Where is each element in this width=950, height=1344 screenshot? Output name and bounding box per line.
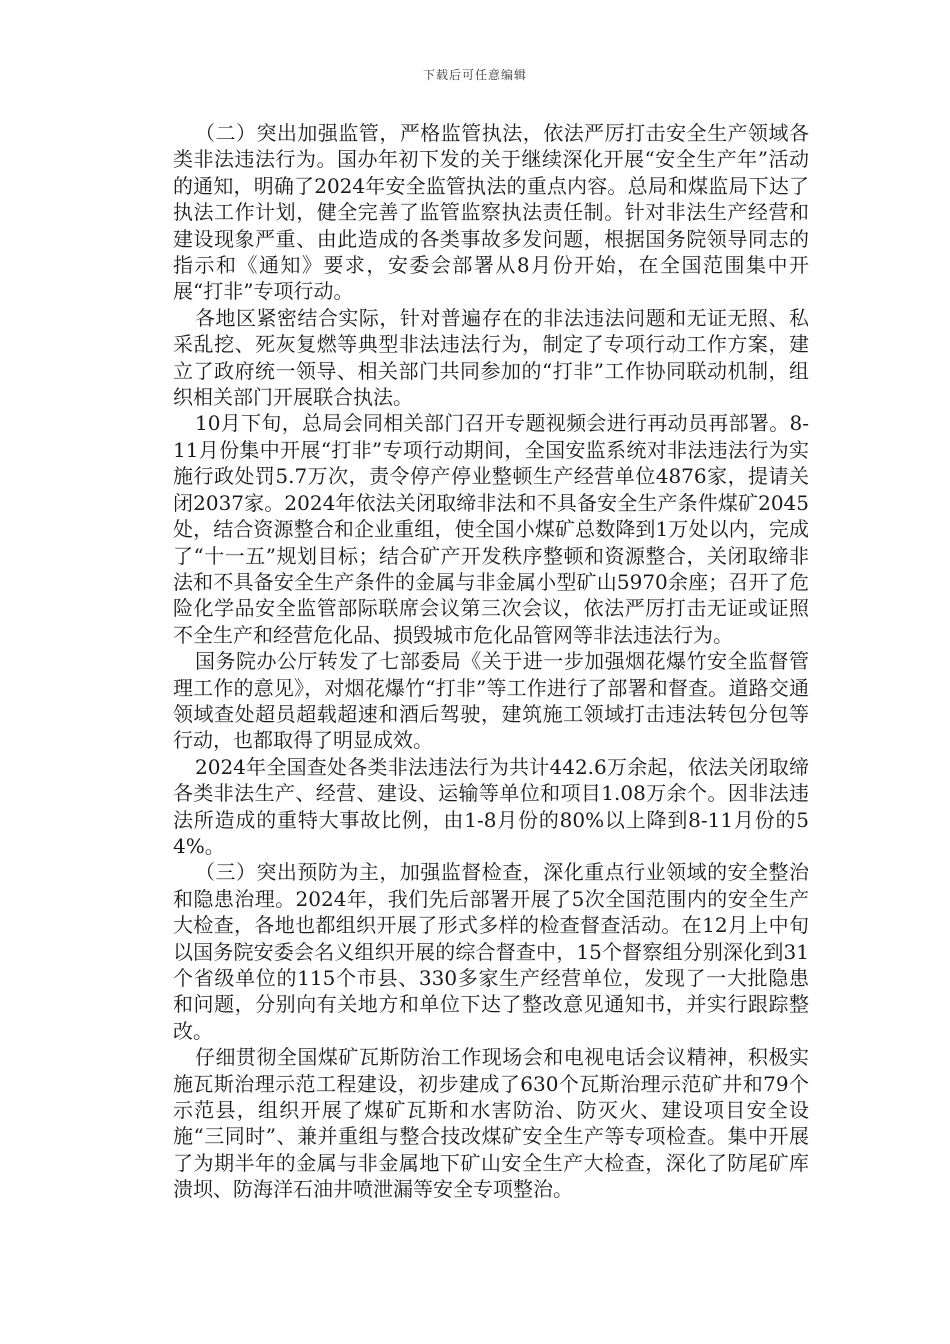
paragraph-coal-gas: 仔细贯彻全国煤矿瓦斯防治工作现场会和电视电话会议精神，积极实施瓦斯治理示范工程建设，初步建成了630个瓦斯治理示范矿井和79个示范县，组织开展了煤矿瓦斯和水害防治、防灭火、建设项目安全设施“三同时”、兼并重组与整合技改煤矿安全生产等专项检查。集中开展了为期半年的金属与非金属地下矿山安全生产大检查，深化了防尾矿库溃坝、防海洋石油井喷泄漏等安全专项整治。: [173, 1045, 809, 1202]
paragraph-local-actions: 各地区紧密结合实际，针对普遍存在的非法违法问题和无证无照、私采乱挖、死灰复燃等典型非法违法行为，制定了专项行动工作方案，建立了政府统一领导、相关部门共同参加的“打非”工作协同联动机制，组织相关部门开展联合执法。: [173, 305, 809, 410]
paragraph-fireworks: 国务院办公厅转发了七部委局《关于进一步加强烟花爆竹安全监督管理工作的意见》，对烟花爆竹“打非”等工作进行了部署和督查。道路交通领域查处超员超载超速和酒后驾驶，建筑施工领域打击违法转包分包等行动，也都取得了明显成效。: [173, 649, 809, 753]
paragraph-october-results: 10月下旬，总局会同相关部门召开专题视频会进行再动员再部署。8-11月份集中开展“打非”专项行动期间，全国安监系统对非法违法行为实施行政处罚5.7万次，责令停产停业整顿生产经营单位4876家，提请关闭2037家。2024年依法关闭取缔非法和不具备安全生产条件煤矿2045处，结合资源整合和企业重组，使全国小煤矿总数降到1万处以内，完成了“十一五”规划目标；结合矿产开发秩序整顿和资源整合，关闭取缔非法和不具备安全生产条件的金属与非金属小型矿山5970余座；召开了危险化学品安全监管部际联席会议第三次会议，依法严厉打击无证或证照不全生产和经营危化品、损毁城市危化品管网等非法违法行为。: [173, 411, 809, 647]
paragraph-inspection-intro: （三）突出预防为主，加强监督检查，深化重点行业领域的安全整治和隐患治理。2024年，我们先后部署开展了5次全国范围内的安全生产大检查，各地也都组织开展了形式多样的检查督查活动。在12月上中旬以国务院安委会名义组织开展的综合督查中，15个督察组分别深化到31个省级单位的115个市县、330多家生产经营单位，发现了一大批隐患和问题，分别向有关地方和单位下达了整改意见通知书，并实行跟踪整改。: [173, 860, 809, 1043]
paragraph-annual-totals: 2024年全国查处各类非法违法行为共计442.6万余起，依法关闭取缔各类非法生产、经营、建设、运输等单位和项目1.08万余个。因非法违法所造成的重特大事故比例，由1-8月份的80%以上降到8-11月份的54%。: [173, 754, 809, 858]
document-body: [173, 120, 809, 1203]
page-header-note: 下载后可任意编辑: [422, 68, 527, 82]
paragraph-enforcement-intro: （二）突出加强监管，严格监管执法，依法严厉打击安全生产领域各类非法违法行为。国办年初下发的关于继续深化开展“安全生产年”活动的通知，明确了2024年安全监管执法的重点内容。总局和煤监局下达了执法工作计划，健全完善了监管监察执法责任制。针对非法生产经营和建设现象严重、由此造成的各类事故多发问题，根据国务院领导同志的指示和《通知》要求，安委会部署从8月份开始，在全国范围集中开展“打非”专项行动。: [173, 121, 809, 304]
